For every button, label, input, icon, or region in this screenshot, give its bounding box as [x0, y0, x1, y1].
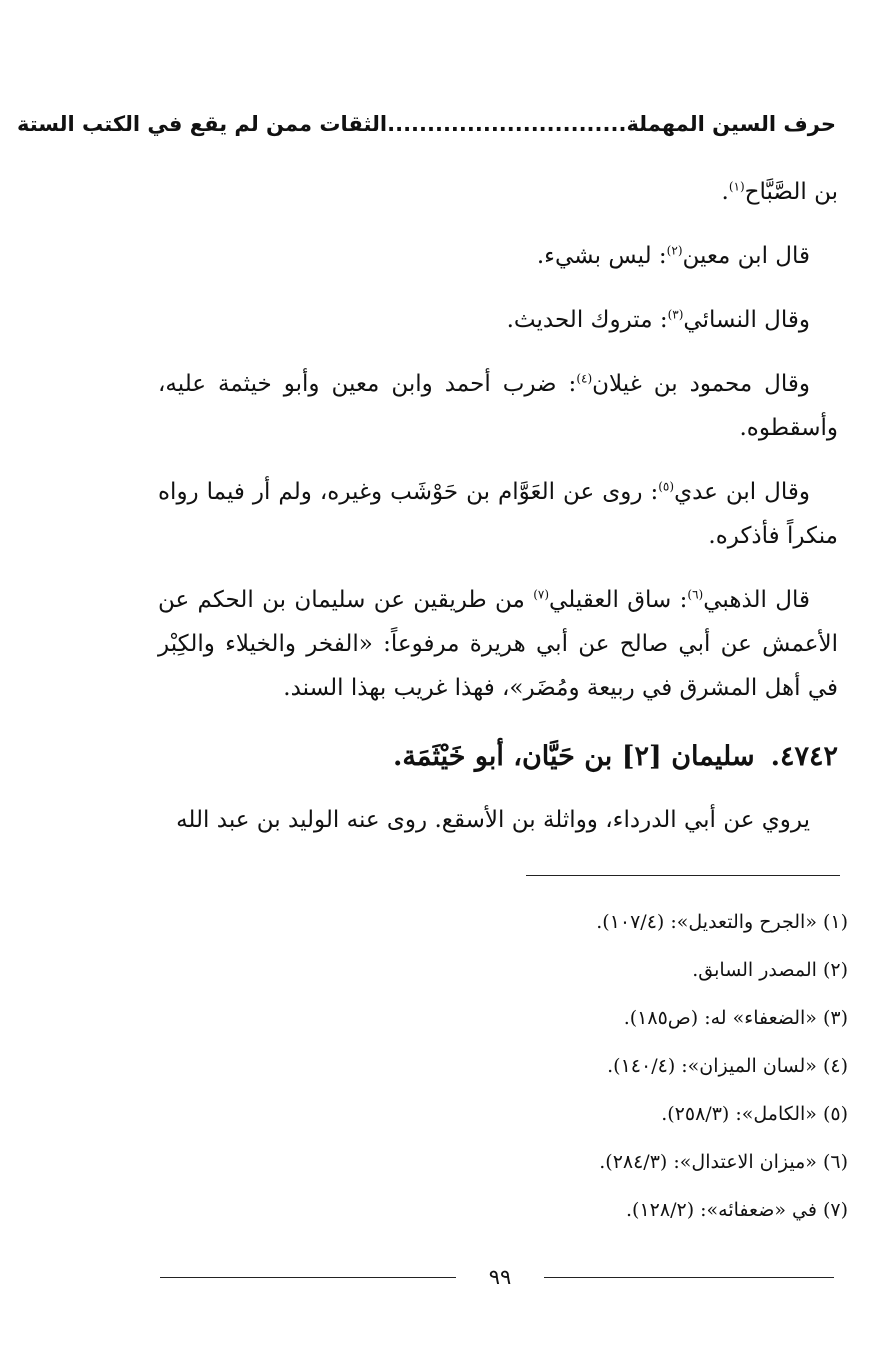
- paragraph-ibn-adi: وقال ابن عدي$^{(٥)}$: روى عن العَوَّام بن حَوْشَب وغيره، ولم أر فيما رواه منكراً فأذكره.: [158, 479, 838, 549]
- footnote-item: (٥)«الكامل»: (٢٥٨/٣).: [661, 1103, 848, 1125]
- footnote-item: (٦)«ميزان الاعتدال»: (٢٨٤/٣).: [599, 1151, 848, 1173]
- page-number: ٩٩: [488, 1265, 512, 1289]
- paragraph-mahmud-ibn-ghaylan: وقال محمود بن غيلان$^{(٤)}$: ضرب أحمد وابن معين وأبو خيثمة عليه، وأسقطوه.: [158, 371, 838, 441]
- footnote-item: (٣)«الضعفاء» له: (ص١٨٥).: [623, 1007, 848, 1029]
- paragraph-continuation: بن الصَّبَّاح$^{(١)}$.: [721, 179, 838, 205]
- footer-rule-right: [544, 1277, 834, 1278]
- entry-number: ٤٧٤٢.: [770, 741, 838, 772]
- entry-text: [158, 798, 838, 842]
- footer-rule-left: [160, 1277, 456, 1278]
- footnote-ref: (٧): [533, 587, 550, 602]
- footnote-ref: (٤): [576, 371, 593, 386]
- entry-heading: [158, 732, 838, 782]
- footnote-ref: (٥): [658, 479, 675, 494]
- footnote-ref: (١): [728, 179, 745, 194]
- footnote-separator: [526, 875, 840, 876]
- footnote-item: (٢)المصدر السابق.: [692, 959, 848, 981]
- paragraph-ibn-main: قال ابن معين$^{(٢)}$: ليس بشيء.: [536, 243, 810, 269]
- footnote-ref: (٦): [687, 587, 704, 602]
- paragraph-dhahabi: قال الذهبي$^{(٦)}$: ساق العقيلي$^{(٧)}$ من طريقين عن سليمان بن الحكم عن الأعمش عن أبي صالح عن أبي هريرة مرفوعاً: «الفخر والخيلاء والكِبْر في أهل المشرق في ربيعة ومُضَر»، فهذا غريب بهذا السند.: [158, 587, 838, 701]
- running-header: [16, 112, 836, 148]
- header-dots: ..............................: [387, 112, 627, 136]
- entry-name: سليمان [٢] بن حَيَّان، أبو خَيْثَمَة.: [393, 741, 755, 772]
- footnote-ref: (٢): [666, 243, 683, 258]
- footnote-item: (٧)في «ضعفائه»: (١٢٨/٢).: [626, 1199, 848, 1221]
- header-chapter-title: حرف السين المهملة: [626, 112, 836, 136]
- footnotes: [300, 902, 848, 1238]
- footnote-ref: (٣): [667, 307, 684, 322]
- entry-paragraph: يروي عن أبي الدرداء، وواثلة بن الأسقع. روى عنه الوليد بن عبد الله: [176, 807, 810, 833]
- header-book-title: الثقات ممن لم يقع في الكتب الستة: [16, 112, 388, 136]
- paragraph-nasai: وقال النسائي$^{(٣)}$: متروك الحديث.: [506, 307, 810, 333]
- footnote-item: (١)«الجرح والتعديل»: (١٠٧/٤).: [596, 911, 848, 933]
- footnote-item: (٤)«لسان الميزان»: (١٤٠/٤).: [607, 1055, 848, 1077]
- main-text: [158, 170, 838, 710]
